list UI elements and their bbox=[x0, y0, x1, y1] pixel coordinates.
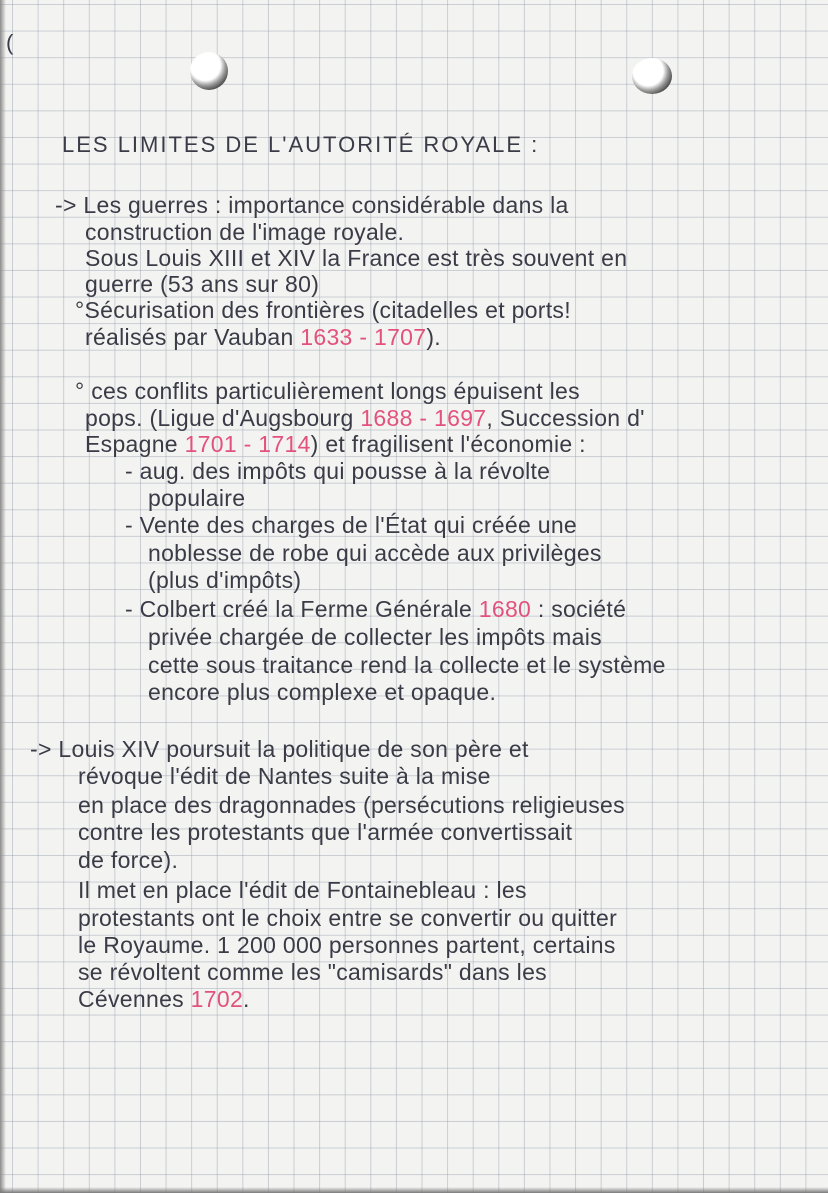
note-text: révoque l'édit de Nantes suite à la mise bbox=[78, 763, 491, 789]
note-line bbox=[78, 792, 625, 819]
note-text: ) et fragilisent l'économie : bbox=[310, 431, 586, 457]
note-line bbox=[85, 219, 404, 246]
note-line bbox=[75, 378, 580, 405]
note-line bbox=[148, 540, 602, 567]
note-line bbox=[75, 297, 571, 324]
note-text: noblesse de robe qui accède aux privilèges bbox=[148, 540, 602, 566]
note-text: Espagne bbox=[85, 431, 185, 457]
note-line bbox=[78, 932, 616, 959]
note-line bbox=[85, 405, 645, 432]
note-text: Il met en place l'édit de Fontainebleau : les bbox=[78, 877, 527, 903]
note-line bbox=[78, 847, 178, 874]
paper-edge-left bbox=[0, 0, 6, 1193]
note-line bbox=[30, 736, 529, 763]
note-text: -> Les guerres : importance considérable dans la bbox=[55, 192, 569, 218]
note-line bbox=[125, 596, 626, 623]
note-text: (plus d'impôts) bbox=[148, 567, 302, 593]
note-text: privée chargée de collecter les impôts mais bbox=[148, 624, 602, 650]
date-highlight: 1680 bbox=[478, 596, 532, 622]
note-text: ). bbox=[426, 324, 441, 350]
note-line bbox=[85, 431, 586, 458]
note-text: guerre (53 ans sur 80) bbox=[85, 271, 320, 297]
note-line bbox=[78, 819, 572, 846]
note-line bbox=[55, 192, 569, 219]
note-text: - Colbert créé la Ferme Générale bbox=[125, 596, 479, 622]
note-text: , Succession d' bbox=[486, 405, 645, 431]
note-line bbox=[125, 512, 577, 539]
note-line bbox=[148, 567, 301, 594]
note-text: °Sécurisation des frontières (citadelles et ports! bbox=[75, 297, 571, 323]
note-line bbox=[148, 679, 496, 706]
note-text: - aug. des impôts qui pousse à la révolte bbox=[125, 458, 551, 484]
note-line bbox=[148, 485, 245, 512]
note-line bbox=[78, 877, 527, 904]
note-text: : société bbox=[531, 596, 627, 622]
punch-hole-left bbox=[190, 52, 228, 90]
note-text: le Royaume. 1 200 000 personnes partent, certains bbox=[78, 932, 616, 958]
note-line bbox=[85, 324, 441, 351]
note-text: se révoltent comme les "camisards" dans les bbox=[78, 959, 547, 985]
note-line bbox=[78, 763, 491, 790]
note-line bbox=[85, 245, 627, 272]
date-highlight: 1633 - 1707 bbox=[300, 324, 427, 350]
note-line bbox=[148, 652, 666, 679]
note-line bbox=[78, 905, 617, 932]
margin-bracket-mark: ( bbox=[6, 30, 14, 55]
note-text: de force). bbox=[78, 847, 179, 873]
note-text: ° ces conflits particulièrement longs épuisent les bbox=[75, 378, 580, 404]
note-text: pops. (Ligue d'Augsbourg bbox=[85, 405, 361, 431]
note-text: -> Louis XIV poursuit la politique de son père et bbox=[30, 736, 529, 762]
note-text: . bbox=[243, 986, 250, 1012]
note-line bbox=[148, 624, 602, 651]
date-highlight: 1688 - 1697 bbox=[360, 405, 487, 431]
note-text: protestants ont le choix entre se convertir ou quitter bbox=[78, 905, 618, 931]
note-text: Cévennes bbox=[78, 986, 191, 1012]
note-line bbox=[78, 959, 547, 986]
note-text: en place des dragonnades (persécutions religieuses bbox=[78, 792, 625, 818]
date-highlight: 1701 - 1714 bbox=[184, 431, 311, 457]
note-text: Sous Louis XIII et XIV la France est très souvent en bbox=[85, 245, 628, 271]
note-text: construction de l'image royale. bbox=[85, 219, 405, 245]
note-line bbox=[125, 458, 550, 485]
note-line bbox=[78, 986, 250, 1013]
date-highlight: 1702 bbox=[190, 986, 244, 1012]
punch-hole-right bbox=[632, 58, 672, 94]
page-title: LES LIMITES DE L'AUTORITÉ ROYALE : bbox=[62, 132, 540, 157]
note-line bbox=[85, 271, 319, 298]
note-text: cette sous traitance rend la collecte et le système bbox=[148, 652, 666, 678]
note-text: populaire bbox=[148, 485, 246, 511]
paper-edge-bottom bbox=[0, 1187, 828, 1193]
note-text: contre les protestants que l'armée convertissait bbox=[78, 819, 573, 845]
note-text: encore plus complexe et opaque. bbox=[148, 679, 497, 705]
note-text: - Vente des charges de l'État qui créée une bbox=[125, 512, 578, 538]
note-text: réalisés par Vauban bbox=[85, 324, 301, 350]
